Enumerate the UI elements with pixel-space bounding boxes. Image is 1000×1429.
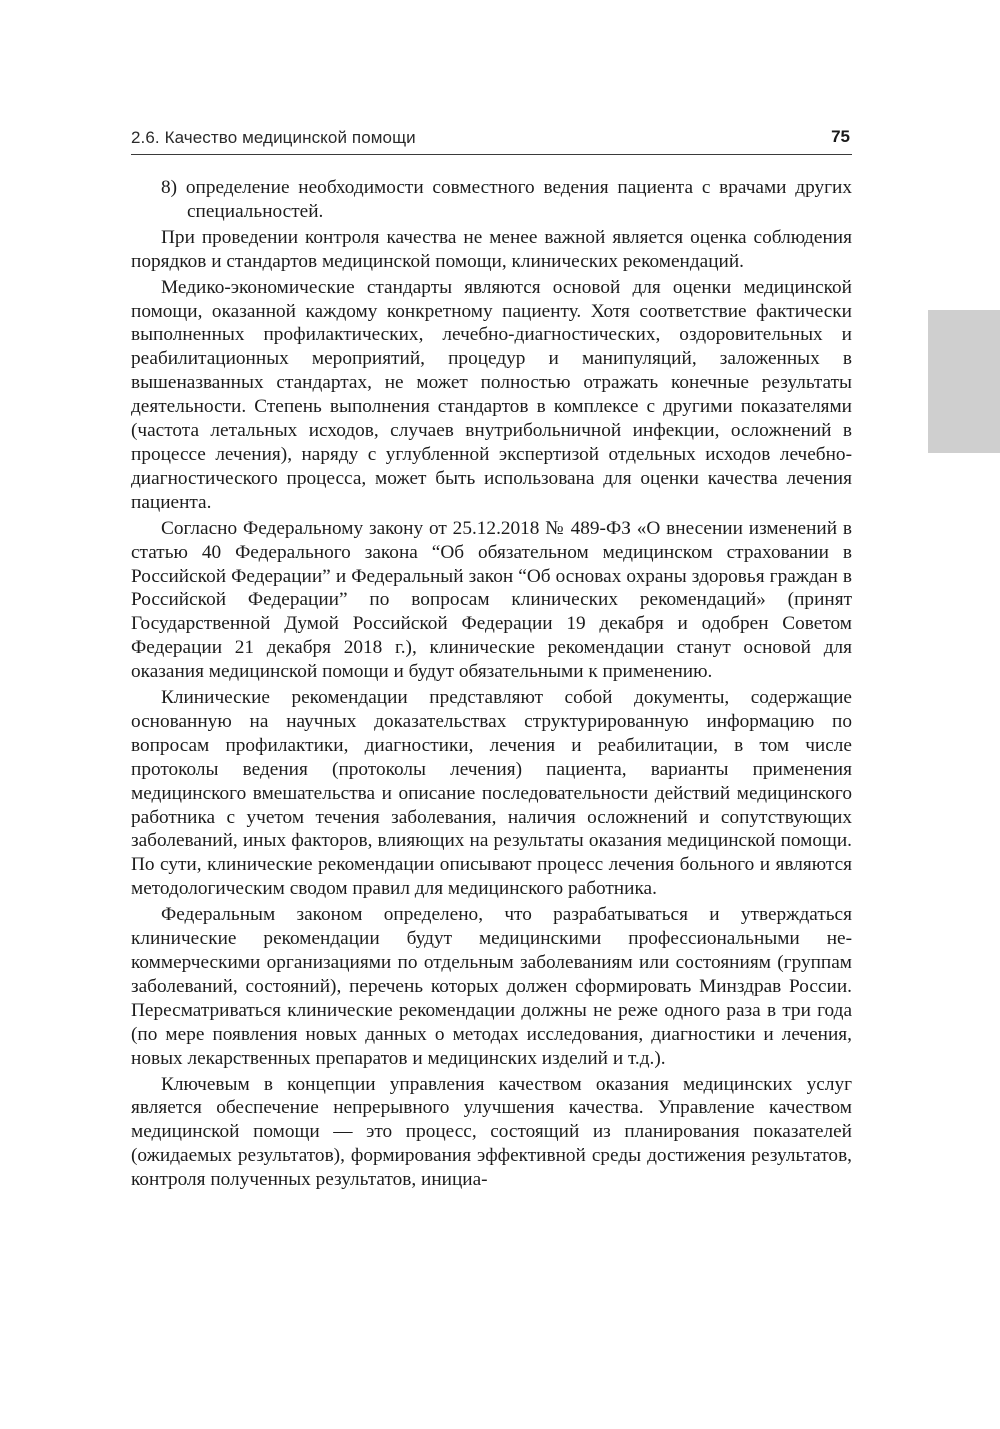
- paragraph: Клинические рекомендации представляют собой документы, содержащие основанную на научных доказательствах структурированную информацию по вопросам профилактики, диагностики, лечения и реабилитации, в том числе протоколы ведения (протоколы лечения) пациента, варианты применения медицинского вмешательства и описание последовательности действий медицинского работника с учетом течения заболевания, наличия осложнений и сопутствующих заболеваний, иных факторов, влияющих на результаты оказания медицинской помощи. По сути, клинические рекомендации описывают процесс лечения больного и являются методологическим сводом правил для медицинского работника.: [131, 687, 852, 900]
- chapter-thumb-tab: [928, 310, 1000, 453]
- paragraph: Федеральным законом определено, что разрабатываться и утверждаться клинические рекомендации будут медицинскими профессиональными некоммерческими организациями по отдельным заболеваниям или состояниям (группам заболеваний, состояний), перечень которых должен сформировать Минздрав России. Пересматриваться клинические рекомендации должны не реже одного раза в три года (по мере появления новых данных о методах исследования, диагностики и лечения, новых лекарственных препаратов и медицинских изделий и т.д.).: [131, 904, 852, 1069]
- body-text: [131, 176, 852, 1192]
- paragraph: Медико-экономические стандарты являются основой для оценки медицинской помощи, оказанной каждому конкретному пациенту. Хотя соответствие фактически выполненных профилактических, лечебно-диагностических, оздоровительных и реабилитационных мероприятий, процедур и манипуляций, заложенных в вышеназванных стандартах, не может полностью отражать конечные результаты деятельности. Степень выполнения стандартов в комплексе с другими показателями (частота летальных исходов, случаев внутрибольничной инфекции, осложнений в процессе лечения), наряду с углубленной экспертизой отдельных исходов лечебно-диагностического процесса, может быть использована для оценки качества лечения пациента.: [131, 276, 852, 513]
- paragraph: При проведении контроля качества не менее важной является оценка соблюдения порядков и стандартов медицинской помощи, клинических рекомендаций.: [131, 226, 852, 272]
- page-number: 75: [831, 127, 850, 146]
- section-title: 2.6. Качество медицинской помощи: [131, 128, 416, 147]
- running-header: [131, 122, 852, 155]
- list-item: 8) определение необходимости совместного ведения пациента с врачами других специальностей.: [161, 177, 852, 222]
- paragraph: Согласно Федеральному закону от 25.12.2018 № 489-ФЗ «О внесении изменений в статью 40 Федерального закона “Об обязательном медицинском страховании в Российской Федерации” и Федеральный закон “Об основах охраны здоровья граждан в Российской Федерации” по вопросам клинических рекомендаций» (принят Государственной Думой Российской Федерации 19 декабря и одобрен Советом Федерации 21 декабря 2018 г.), клинические рекомендации станут основой для оказания медицинской помощи и будут обязательными к применению.: [131, 517, 852, 683]
- paragraph: Ключевым в концепции управления качеством оказания медицинских услуг является обеспечение непрерывного улучшения качества. Управление качеством медицинской помощи — это процесс, состоящий из планирования показателей (ожидаемых результатов), формирования эффективной среды достижения результатов, контроля полученных результатов, инициа-: [131, 1073, 852, 1191]
